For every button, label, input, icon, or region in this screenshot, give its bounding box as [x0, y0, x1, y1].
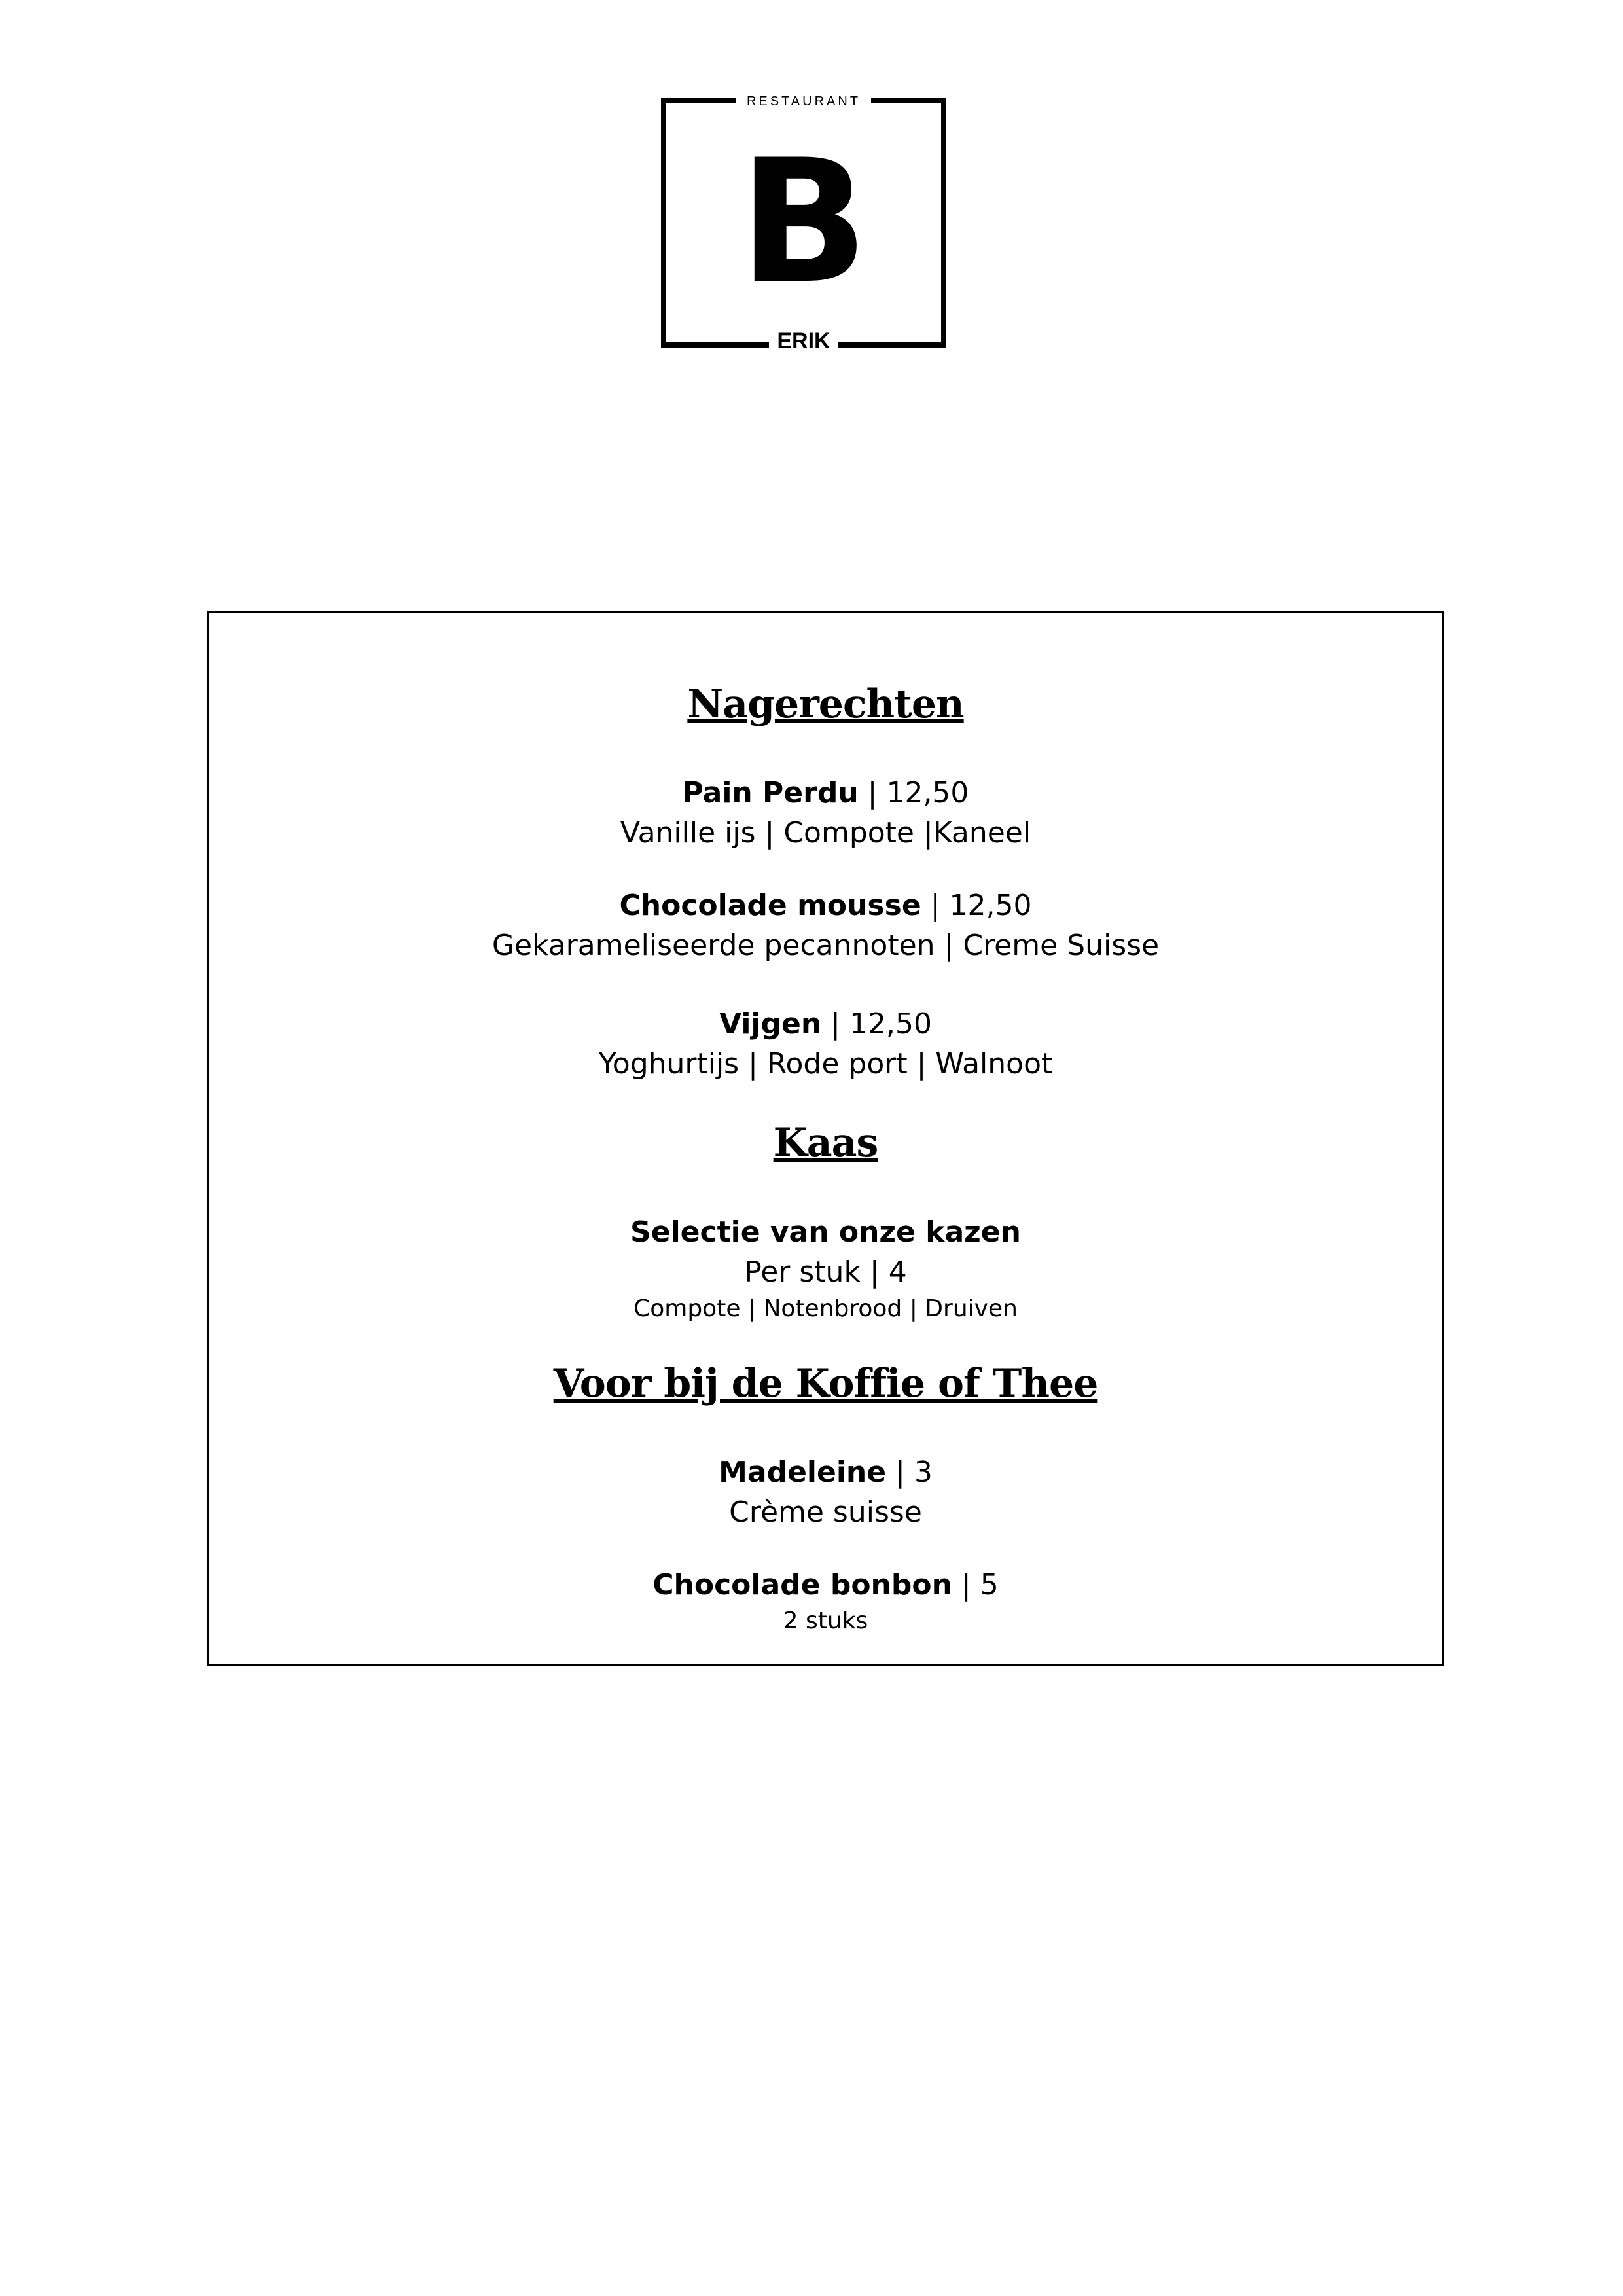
- item-description: Compote | Notenbrood | Druiven: [633, 1295, 1018, 1322]
- menu-item-madeleine: [209, 1456, 1442, 1489]
- item-price: | 12,50: [858, 776, 969, 810]
- item-price-line: Per stuk | 4: [744, 1255, 907, 1289]
- item-price: | 3: [886, 1456, 933, 1489]
- menu-item-vijgen: [209, 1007, 1442, 1041]
- item-description: Yoghurtijs | Rode port | Walnoot: [598, 1047, 1053, 1081]
- item-name: Selectie van onze kazen: [630, 1215, 1021, 1249]
- section-title-kaas: Kaas: [773, 1120, 878, 1166]
- menu-card: [207, 611, 1444, 1666]
- item-description: Crème suisse: [729, 1496, 922, 1529]
- logo-letter: B: [738, 124, 869, 321]
- restaurant-logo: [661, 95, 946, 348]
- item-price: | 12,50: [921, 889, 1032, 922]
- item-name: Pain Perdu: [682, 776, 859, 810]
- logo-top-text: RESTAURANT: [746, 95, 861, 109]
- item-description: Vanille ijs | Compote |Kaneel: [620, 816, 1031, 850]
- item-name: Vijgen: [719, 1007, 822, 1041]
- item-description: Gekarameliseerde pecannoten | Creme Suisse: [491, 929, 1160, 962]
- item-price: | 5: [952, 1568, 999, 1602]
- section-title-nagerechten: Nagerechten: [687, 681, 964, 727]
- item-description: 2 stuks: [783, 1607, 868, 1634]
- menu-item-chocolade-bonbon: [209, 1568, 1442, 1602]
- item-name: Madeleine: [719, 1456, 887, 1489]
- section-title-koffie: Voor bij de Koffie of Thee: [553, 1361, 1098, 1407]
- item-price: | 12,50: [821, 1007, 932, 1041]
- item-name: Chocolade mousse: [619, 889, 921, 922]
- menu-item-kazen: [209, 1215, 1442, 1249]
- menu-item-pain-perdu: [209, 776, 1442, 810]
- item-name: Chocolade bonbon: [652, 1568, 952, 1602]
- logo-bottom-text: ERIK: [777, 329, 830, 348]
- menu-item-chocolade-mousse: [209, 889, 1442, 922]
